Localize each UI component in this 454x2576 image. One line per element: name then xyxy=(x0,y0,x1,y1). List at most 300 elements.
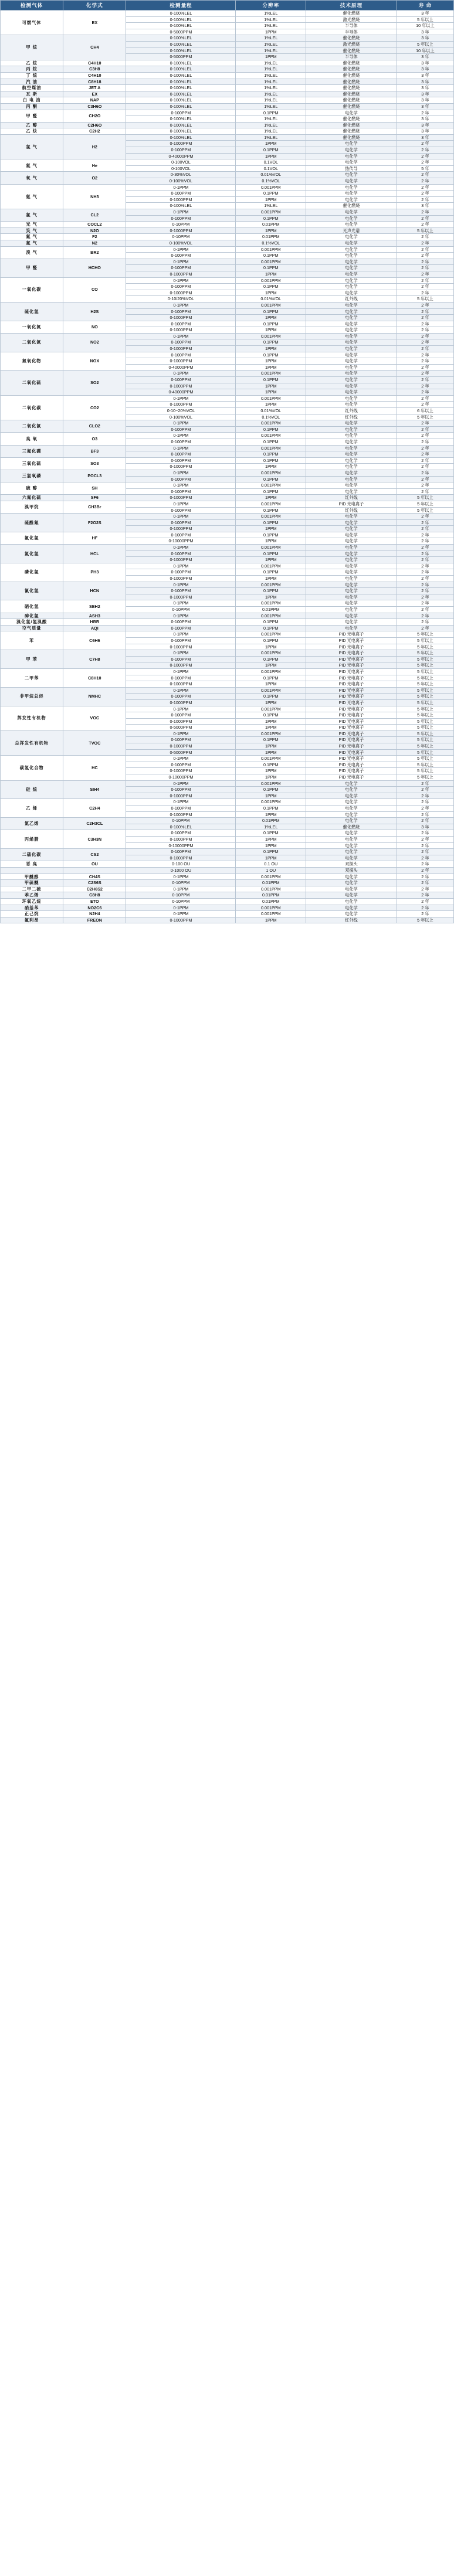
cell-detection-range: 0-100PPM xyxy=(126,191,236,197)
cell-gas-name: 碳氢化合物 xyxy=(1,756,63,780)
cell-chemical-formula: SEH2 xyxy=(63,600,126,613)
cell-resolution: 0.001PPM xyxy=(236,668,306,675)
cell-technology: 电化学 xyxy=(306,532,397,538)
cell-lifetime: 5 年以上 xyxy=(397,296,453,303)
cell-chemical-formula: C6H6 xyxy=(63,631,126,650)
cell-lifetime: 2 年 xyxy=(397,519,453,526)
cell-technology: 电化学 xyxy=(306,818,397,824)
cell-chemical-formula: VOC xyxy=(63,706,126,730)
table-row xyxy=(1,97,454,104)
cell-detection-range: 0-100VOL xyxy=(126,159,236,166)
cell-lifetime: 5 年以上 xyxy=(397,495,453,501)
cell-gas-name: 三氟化硼 xyxy=(1,445,63,457)
cell-technology: 电化学 xyxy=(306,290,397,296)
cell-chemical-formula: F2 xyxy=(63,234,126,240)
cell-resolution: 1%LEL xyxy=(236,66,306,73)
cell-chemical-formula: C2H2 xyxy=(63,128,126,135)
cell-lifetime: 2 年 xyxy=(397,333,453,339)
cell-chemical-formula: CL2 xyxy=(63,209,126,222)
cell-resolution: 0.01%VOL xyxy=(236,408,306,414)
cell-chemical-formula: SO3 xyxy=(63,457,126,470)
cell-resolution: 0.01PPM xyxy=(236,234,306,240)
table-row xyxy=(1,35,454,42)
cell-gas-name: 硫 醇 xyxy=(1,482,63,495)
cell-chemical-formula: C2H3CL xyxy=(63,818,126,830)
table-row xyxy=(1,470,454,476)
cell-resolution: 1PPM xyxy=(236,644,306,650)
cell-lifetime: 2 年 xyxy=(397,290,453,296)
cell-chemical-formula: C8H10 xyxy=(63,668,126,687)
cell-lifetime: 5 年以上 xyxy=(397,414,453,420)
cell-resolution: 1%LEL xyxy=(236,203,306,209)
cell-detection-range: 0-1000PPM xyxy=(126,358,236,365)
cell-lifetime: 10 年以上 xyxy=(397,47,453,54)
cell-lifetime: 2 年 xyxy=(397,191,453,197)
cell-technology: 热传导 xyxy=(306,165,397,172)
cell-technology: 红外线 xyxy=(306,296,397,303)
cell-technology: 电化学 xyxy=(306,600,397,607)
table-row xyxy=(1,134,454,141)
cell-detection-range: 0-1000PPM xyxy=(126,743,236,750)
cell-detection-range: 0-10~20%VOL xyxy=(126,408,236,414)
cell-technology: 电化学 xyxy=(306,594,397,600)
cell-lifetime: 2 年 xyxy=(397,371,453,377)
cell-resolution: 1%LEL xyxy=(236,122,306,128)
cell-resolution: 1PPM xyxy=(236,526,306,532)
table-row xyxy=(1,66,454,73)
cell-technology: PID 光电离子 xyxy=(306,730,397,737)
cell-lifetime: 2 年 xyxy=(397,836,453,842)
cell-lifetime: 5 年以上 xyxy=(397,917,453,923)
cell-technology: 电化学 xyxy=(306,383,397,389)
cell-resolution: 0.001PPM xyxy=(236,613,306,619)
cell-lifetime: 3 年 xyxy=(397,29,453,35)
cell-detection-range: 0-100PPM xyxy=(126,637,236,644)
cell-detection-range: 0-1PPM xyxy=(126,874,236,880)
cell-lifetime: 6 年以上 xyxy=(397,408,453,414)
table-row xyxy=(1,563,454,569)
cell-technology: 电化学 xyxy=(306,569,397,576)
cell-chemical-formula: NAP xyxy=(63,97,126,104)
cell-gas-name: 硫酰氟 xyxy=(1,514,63,532)
cell-lifetime: 2 年 xyxy=(397,457,453,464)
cell-chemical-formula: ETO xyxy=(63,898,126,905)
table-row xyxy=(1,433,454,439)
cell-detection-range: 0-100%LEL xyxy=(126,97,236,104)
cell-chemical-formula: FREON xyxy=(63,917,126,923)
cell-resolution: 0.001PPM xyxy=(236,911,306,917)
cell-technology: 催化燃烧 xyxy=(306,97,397,104)
cell-technology: 电化学 xyxy=(306,439,397,445)
cell-technology: 电化学 xyxy=(306,613,397,619)
cell-lifetime: 2 年 xyxy=(397,892,453,899)
cell-lifetime: 3 年 xyxy=(397,203,453,209)
cell-technology: 电化学 xyxy=(306,426,397,433)
cell-technology: PID 光电离子 xyxy=(306,501,397,507)
cell-gas-name: 瓦 斯 xyxy=(1,91,63,97)
cell-gas-name: 苯乙烯 xyxy=(1,892,63,899)
cell-gas-name: 乙 烯 xyxy=(1,799,63,818)
cell-resolution: 0.1PPM xyxy=(236,637,306,644)
table-row xyxy=(1,582,454,588)
cell-lifetime: 2 年 xyxy=(397,563,453,569)
cell-detection-range: 0-100PPM xyxy=(126,619,236,626)
table-row xyxy=(1,861,454,868)
cell-chemical-formula: N2O xyxy=(63,227,126,234)
cell-technology: 电化学 xyxy=(306,191,397,197)
cell-resolution: 1%LEL xyxy=(236,79,306,85)
cell-lifetime: 2 年 xyxy=(397,389,453,396)
cell-lifetime: 3 年 xyxy=(397,11,453,17)
cell-lifetime: 3 年 xyxy=(397,122,453,128)
cell-gas-name: 氯化氢 xyxy=(1,545,63,563)
cell-detection-range: 0-1000PPM xyxy=(126,141,236,147)
cell-chemical-formula: NOX xyxy=(63,352,126,371)
cell-technology: 电化学 xyxy=(306,246,397,253)
cell-lifetime: 2 年 xyxy=(397,619,453,626)
cell-technology: 电化学 xyxy=(306,550,397,557)
cell-chemical-formula: COCL2 xyxy=(63,222,126,228)
cell-technology: 催化燃烧 xyxy=(306,85,397,91)
cell-lifetime: 2 年 xyxy=(397,842,453,849)
cell-resolution: 0.1PPM xyxy=(236,476,306,482)
cell-detection-range: 0-1PPM xyxy=(126,333,236,339)
cell-resolution: 0.01PPM xyxy=(236,892,306,899)
cell-detection-range: 0-100PPM xyxy=(126,439,236,445)
cell-resolution: 1%LEL xyxy=(236,72,306,79)
cell-gas-name: 二氧化氯 xyxy=(1,420,63,433)
cell-lifetime: 2 年 xyxy=(397,246,453,253)
cell-lifetime: 2 年 xyxy=(397,346,453,352)
table-row xyxy=(1,501,454,507)
cell-resolution: 1PPM xyxy=(236,842,306,849)
cell-lifetime: 2 年 xyxy=(397,426,453,433)
cell-resolution: 0.001PPM xyxy=(236,470,306,476)
cell-chemical-formula: SH xyxy=(63,482,126,495)
cell-chemical-formula: N2 xyxy=(63,240,126,246)
cell-resolution: 0.001PPM xyxy=(236,756,306,762)
cell-lifetime: 5 年以上 xyxy=(397,637,453,644)
cell-chemical-formula: CH4S xyxy=(63,874,126,880)
table-row xyxy=(1,730,454,737)
cell-detection-range: 0-100%VOL xyxy=(126,178,236,185)
cell-detection-range: 0-10000PPM xyxy=(126,842,236,849)
cell-resolution: 1%LEL xyxy=(236,41,306,47)
cell-lifetime: 2 年 xyxy=(397,855,453,861)
cell-technology: 电化学 xyxy=(306,141,397,147)
cell-detection-range: 0-1PPM xyxy=(126,613,236,619)
cell-resolution: 0.01PPM xyxy=(236,222,306,228)
table-row xyxy=(1,395,454,402)
cell-resolution: 1 OU xyxy=(236,867,306,874)
cell-detection-range: 0-10PPM xyxy=(126,892,236,899)
cell-resolution: 0.001PPM xyxy=(236,395,306,402)
cell-gas-name: 氢 气 xyxy=(1,134,63,159)
cell-detection-range: 0-40000PPM xyxy=(126,364,236,371)
cell-technology: 催化燃烧 xyxy=(306,60,397,66)
cell-detection-range: 0-100PPM xyxy=(126,656,236,662)
cell-chemical-formula: H2 xyxy=(63,134,126,159)
cell-resolution: 0.1%VOL xyxy=(236,414,306,420)
cell-gas-name: 六氟化硫 xyxy=(1,495,63,501)
cell-gas-name: 氨 气 xyxy=(1,184,63,209)
cell-resolution: 0.001PPM xyxy=(236,433,306,439)
cell-technology: 催化燃烧 xyxy=(306,11,397,17)
cell-technology: 电化学 xyxy=(306,576,397,582)
table-row xyxy=(1,209,454,216)
cell-lifetime: 2 年 xyxy=(397,911,453,917)
cell-technology: 电化学 xyxy=(306,420,397,427)
cell-lifetime: 2 年 xyxy=(397,830,453,837)
cell-lifetime: 3 年 xyxy=(397,116,453,123)
cell-gas-name: 硝基苯 xyxy=(1,905,63,911)
table-row xyxy=(1,103,454,110)
cell-lifetime: 2 年 xyxy=(397,526,453,532)
cell-resolution: 0.1PPM xyxy=(236,737,306,743)
cell-resolution: 1PPM xyxy=(236,811,306,818)
cell-technology: 电化学 xyxy=(306,358,397,365)
cell-technology: 电化学 xyxy=(306,209,397,216)
cell-detection-range: 0-100PPM xyxy=(126,308,236,315)
cell-technology: 电化学 xyxy=(306,476,397,482)
cell-resolution: 0.1PPM xyxy=(236,550,306,557)
cell-lifetime: 3 年 xyxy=(397,103,453,110)
cell-chemical-formula: CH2O xyxy=(63,110,126,122)
cell-lifetime: 2 年 xyxy=(397,315,453,321)
cell-resolution: 1%LEL xyxy=(236,47,306,54)
cell-detection-range: 0-100PPM xyxy=(126,457,236,464)
cell-technology: 电化学 xyxy=(306,538,397,545)
cell-gas-name: 光 气 xyxy=(1,222,63,228)
cell-technology: 电化学 xyxy=(306,886,397,892)
cell-chemical-formula: EX xyxy=(63,91,126,97)
cell-lifetime: 2 年 xyxy=(397,582,453,588)
cell-gas-name: 乙 烷 xyxy=(1,60,63,66)
cell-technology: 电化学 xyxy=(306,222,397,228)
cell-detection-range: 0-100%LEL xyxy=(126,122,236,128)
cell-technology: 电化学 xyxy=(306,787,397,793)
cell-chemical-formula: HF xyxy=(63,532,126,544)
table-row xyxy=(1,420,454,427)
cell-technology: 电化学 xyxy=(306,482,397,489)
cell-detection-range: 0-100PPM xyxy=(126,321,236,327)
cell-technology: 红外线 xyxy=(306,408,397,414)
cell-resolution: 0.001PPM xyxy=(236,302,306,308)
cell-resolution: 1%LEL xyxy=(236,60,306,66)
table-row xyxy=(1,917,454,923)
cell-lifetime: 2 年 xyxy=(397,284,453,290)
cell-detection-range: 0-100%LEL xyxy=(126,72,236,79)
cell-gas-name: 一氧化碳 xyxy=(1,277,63,302)
cell-lifetime: 2 年 xyxy=(397,172,453,178)
cell-technology: PID 光电离子 xyxy=(306,762,397,768)
table-row xyxy=(1,880,454,886)
table-row xyxy=(1,650,454,657)
cell-lifetime: 2 年 xyxy=(397,377,453,383)
cell-lifetime: 5 年以上 xyxy=(397,712,453,719)
cell-resolution: 1%LEL xyxy=(236,824,306,830)
cell-detection-range: 0-1000PPM xyxy=(126,315,236,321)
cell-resolution: 0.1PPM xyxy=(236,321,306,327)
table-row xyxy=(1,613,454,619)
cell-technology: 电化学 xyxy=(306,259,397,265)
cell-detection-range: 0-1000PPM xyxy=(126,495,236,501)
cell-detection-range: 0-1PPM xyxy=(126,514,236,520)
cell-detection-range: 0-1000PPM xyxy=(126,402,236,408)
cell-resolution: 0.001PPM xyxy=(236,905,306,911)
table-row xyxy=(1,259,454,265)
table-row xyxy=(1,799,454,806)
cell-detection-range: 0-100%LEL xyxy=(126,203,236,209)
cell-technology: 红外线 xyxy=(306,917,397,923)
cell-lifetime: 2 年 xyxy=(397,818,453,824)
cell-chemical-formula: CS2 xyxy=(63,849,126,861)
table-row xyxy=(1,91,454,97)
cell-resolution: 1%LEL xyxy=(236,103,306,110)
column-header-life: 寿 命 xyxy=(397,1,453,11)
cell-detection-range: 0-100PPM xyxy=(126,569,236,576)
cell-detection-range: 0-1PPM xyxy=(126,433,236,439)
cell-lifetime: 2 年 xyxy=(397,625,453,631)
cell-detection-range: 0-100PPM xyxy=(126,737,236,743)
cell-detection-range: 0-1PPM xyxy=(126,277,236,284)
cell-resolution: 0.01%VOL xyxy=(236,296,306,303)
cell-detection-range: 0-1PPM xyxy=(126,911,236,917)
cell-lifetime: 2 年 xyxy=(397,594,453,600)
cell-resolution: 0.001PPM xyxy=(236,600,306,607)
cell-gas-name: 丙 酮 xyxy=(1,103,63,110)
cell-chemical-formula: CO xyxy=(63,277,126,302)
cell-detection-range: 0-100PPM xyxy=(126,550,236,557)
cell-lifetime: 2 年 xyxy=(397,402,453,408)
cell-technology: 激光燃烧 xyxy=(306,41,397,47)
cell-gas-name: 笑 气 xyxy=(1,227,63,234)
cell-lifetime: 2 年 xyxy=(397,867,453,874)
cell-technology: 半导体 xyxy=(306,54,397,60)
table-row xyxy=(1,849,454,855)
cell-detection-range: 0-1PPM xyxy=(126,445,236,451)
cell-lifetime: 2 年 xyxy=(397,550,453,557)
cell-lifetime: 5 年以上 xyxy=(397,718,453,725)
cell-gas-name: 甲 醛 xyxy=(1,259,63,277)
column-header-technology: 技术原理 xyxy=(306,1,397,11)
cell-detection-range: 0-100%LEL xyxy=(126,16,236,23)
cell-lifetime: 2 年 xyxy=(397,613,453,619)
cell-resolution: 1PPM xyxy=(236,196,306,203)
cell-lifetime: 5 年以上 xyxy=(397,507,453,514)
cell-chemical-formula: POCL3 xyxy=(63,470,126,482)
cell-chemical-formula: JET A xyxy=(63,85,126,91)
cell-chemical-formula: SIH4 xyxy=(63,780,126,799)
cell-resolution: 0.01PPM xyxy=(236,607,306,613)
cell-technology: 催化燃烧 xyxy=(306,203,397,209)
cell-gas-name: 挥发性有机物 xyxy=(1,706,63,730)
cell-technology: 电化学 xyxy=(306,346,397,352)
cell-lifetime: 2 年 xyxy=(397,470,453,476)
cell-technology: 电化学 xyxy=(306,880,397,886)
cell-detection-range: 0-1000PPM xyxy=(126,227,236,234)
cell-lifetime: 3 年 xyxy=(397,97,453,104)
cell-detection-range: 0-1PPM xyxy=(126,706,236,712)
cell-detection-range: 0-1PPM xyxy=(126,563,236,569)
cell-resolution: 0.1PPM xyxy=(236,675,306,681)
cell-resolution: 0.1PPM xyxy=(236,265,306,271)
cell-resolution: 0.001PPM xyxy=(236,445,306,451)
cell-gas-name: 甲醚醇 xyxy=(1,874,63,880)
cell-lifetime: 2 年 xyxy=(397,358,453,365)
cell-technology: PID 光电离子 xyxy=(306,662,397,669)
cell-resolution: 0.001PPM xyxy=(236,514,306,520)
column-header-formula: 化学式 xyxy=(63,1,126,11)
cell-lifetime: 2 年 xyxy=(397,787,453,793)
cell-gas-name: 溴化氢/氢溴酸 xyxy=(1,619,63,626)
cell-resolution: 0.1PPM xyxy=(236,712,306,719)
cell-resolution: 0.001PPM xyxy=(236,501,306,507)
cell-gas-name: 氰化氢 xyxy=(1,582,63,600)
cell-gas-name: 非甲烷总烃 xyxy=(1,687,63,706)
cell-resolution: 1PPM xyxy=(236,271,306,277)
cell-technology: 电化学 xyxy=(306,911,397,917)
cell-technology: 电化学 xyxy=(306,557,397,563)
cell-technology: 电化学 xyxy=(306,308,397,315)
cell-detection-range: 0-1000PPM xyxy=(126,271,236,277)
cell-technology: 催化燃烧 xyxy=(306,72,397,79)
table-row xyxy=(1,246,454,253)
cell-technology: 电化学 xyxy=(306,327,397,334)
cell-chemical-formula: NO xyxy=(63,321,126,333)
cell-lifetime: 2 年 xyxy=(397,532,453,538)
cell-lifetime: 2 年 xyxy=(397,196,453,203)
cell-detection-range: 0-100%LEL xyxy=(126,35,236,42)
cell-technology: 电化学 xyxy=(306,389,397,396)
table-row xyxy=(1,371,454,377)
cell-resolution: 1PPM xyxy=(236,290,306,296)
cell-technology: PID 光电离子 xyxy=(306,774,397,781)
cell-gas-name: 甲 醛 xyxy=(1,110,63,122)
cell-gas-name: 甲 苯 xyxy=(1,650,63,669)
cell-technology: 电化学 xyxy=(306,315,397,321)
table-row xyxy=(1,706,454,712)
table-row xyxy=(1,780,454,787)
cell-lifetime: 2 年 xyxy=(397,153,453,159)
table-row xyxy=(1,514,454,520)
cell-technology: 电化学 xyxy=(306,842,397,849)
cell-resolution: 0.001PPM xyxy=(236,563,306,569)
cell-technology: PID 光电离子 xyxy=(306,668,397,675)
cell-lifetime: 2 年 xyxy=(397,184,453,191)
cell-technology: 电化学 xyxy=(306,153,397,159)
cell-detection-range: 0-1000PPM xyxy=(126,718,236,725)
cell-detection-range: 0-100PPM xyxy=(126,762,236,768)
cell-technology: PID 光电离子 xyxy=(306,749,397,756)
cell-resolution: 0.1PPM xyxy=(236,507,306,514)
cell-resolution: 0.001PPM xyxy=(236,582,306,588)
cell-lifetime: 5 年以上 xyxy=(397,762,453,768)
cell-lifetime: 2 年 xyxy=(397,271,453,277)
table-row xyxy=(1,85,454,91)
cell-lifetime: 5 年以上 xyxy=(397,662,453,669)
cell-gas-name: 二氧化硫 xyxy=(1,371,63,395)
cell-gas-name: 臭 氧 xyxy=(1,433,63,445)
cell-gas-name: 溴甲烷 xyxy=(1,501,63,513)
cell-chemical-formula: OU xyxy=(63,861,126,868)
cell-lifetime: 2 年 xyxy=(397,352,453,358)
cell-detection-range: 0-1PPM xyxy=(126,371,236,377)
cell-lifetime: 2 年 xyxy=(397,259,453,265)
table-header-row xyxy=(1,1,454,11)
cell-lifetime: 3 年 xyxy=(397,824,453,830)
cell-detection-range: 0-1PPM xyxy=(126,209,236,216)
